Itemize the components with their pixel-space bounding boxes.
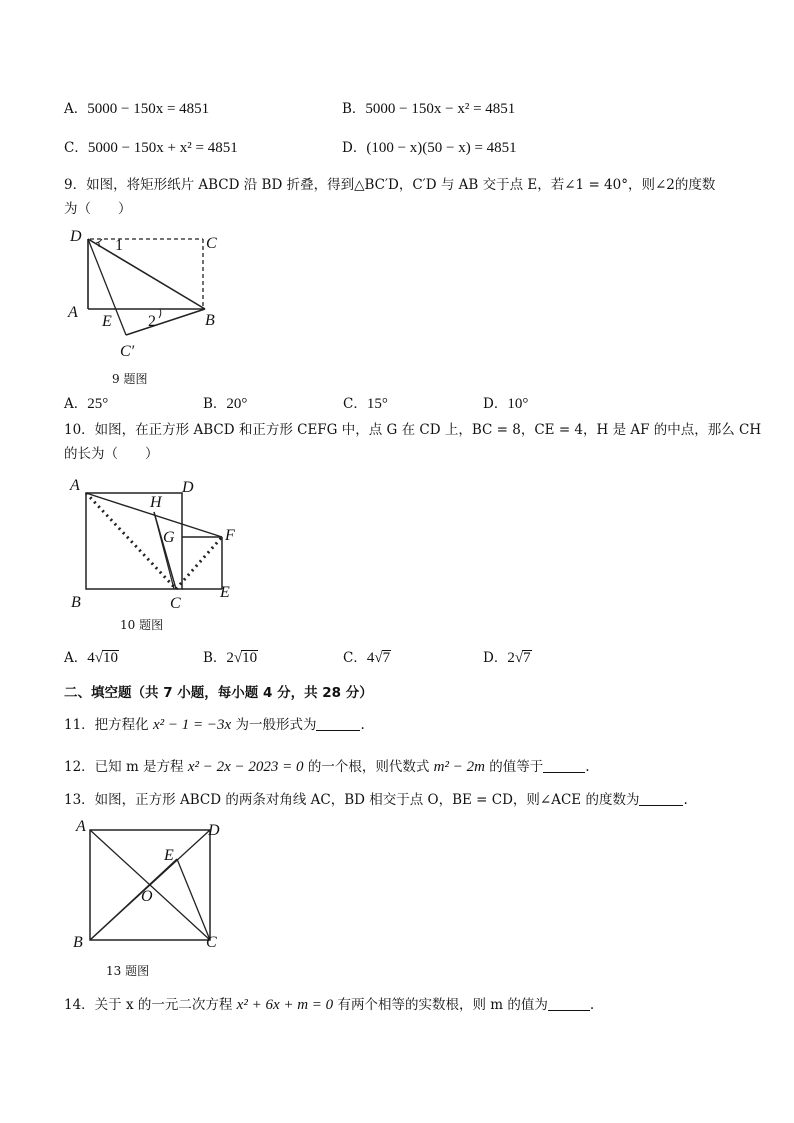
label-b: B xyxy=(73,934,83,951)
coefficient: 4 xyxy=(366,650,375,666)
label-c: C xyxy=(206,934,217,951)
q8-option-d xyxy=(342,139,517,157)
option-label: A． xyxy=(64,650,88,666)
label-h: H xyxy=(150,494,162,511)
radicand: 10 xyxy=(242,650,258,666)
q10-option-b: B．2√10 xyxy=(203,650,258,666)
q14 xyxy=(64,996,594,1014)
q9-option-d xyxy=(483,395,528,413)
q8-option-c xyxy=(64,139,238,157)
label-c-prime: C′ xyxy=(120,343,135,360)
q8-option-a xyxy=(64,100,209,118)
label-e: E xyxy=(164,847,174,864)
label-d: D xyxy=(182,479,194,496)
section-title: 二、填空题（共 7 小题，每小题 4 分，共 28 分） xyxy=(64,685,373,701)
option-label: C． xyxy=(64,140,88,156)
q11 xyxy=(64,716,365,734)
q12-end: . xyxy=(585,759,590,775)
option-expression: (100 − x)(50 − x) = 4851 xyxy=(366,140,517,156)
coefficient: 2 xyxy=(226,650,234,666)
label-angle-2: 2 xyxy=(148,313,156,330)
label-b: B xyxy=(205,312,215,329)
label-g: G xyxy=(163,529,175,546)
q13-answer-blank[interactable] xyxy=(639,792,683,806)
q8-option-b xyxy=(342,100,515,118)
option-label: B． xyxy=(342,101,366,117)
q11-end: . xyxy=(360,717,365,733)
option-label: C． xyxy=(343,650,367,666)
option-label: C． xyxy=(343,396,367,412)
option-value: 10° xyxy=(507,396,529,412)
q13-text: 13．如图，正方形 ABCD 的两条对角线 AC，BD 相交于点 O，BE = CD，则∠ACE 的度数为 xyxy=(64,792,640,808)
q10-stem-line2: 的长为（ ） xyxy=(64,446,159,462)
q13-figure xyxy=(60,816,240,956)
q13-caption: 13 题图 xyxy=(106,964,150,978)
q10-option-a: A．4√10 xyxy=(64,650,118,666)
option-label: A． xyxy=(64,101,88,117)
q14-suffix: 有两个相等的实数根，则 m 的值为 xyxy=(333,997,548,1013)
q10-option-d: D．2√7 xyxy=(483,650,531,666)
label-f: F xyxy=(225,527,235,544)
label-d: D xyxy=(70,228,82,245)
q12-middle: 的一个根，则代数式 xyxy=(303,759,434,775)
q14-answer-blank[interactable] xyxy=(548,997,590,1011)
label-d: D xyxy=(208,822,220,839)
option-label: A． xyxy=(64,396,88,412)
radicand: 7 xyxy=(523,650,531,666)
coefficient: 2 xyxy=(507,650,515,666)
option-label: D． xyxy=(342,140,367,156)
coefficient: 4 xyxy=(87,650,95,666)
q13-end: . xyxy=(683,792,688,808)
q14-end: . xyxy=(589,997,595,1013)
label-a: A xyxy=(68,304,78,321)
option-expression: 5000 − 150x + x² = 4851 xyxy=(87,140,238,156)
label-angle-1: 1 xyxy=(115,237,123,254)
q9-figure xyxy=(60,222,240,362)
q12-expression: m² − 2m xyxy=(433,759,485,775)
radicand: 10 xyxy=(102,650,118,666)
label-a: A xyxy=(76,818,86,835)
q12-prefix: 12．已知 m 是方程 xyxy=(64,759,188,775)
q10-option-c: C．4√7 xyxy=(343,650,391,666)
option-label: B． xyxy=(203,396,227,412)
label-a: A xyxy=(70,477,80,494)
q9-stem-line2: 为（ ） xyxy=(64,201,132,217)
q10-caption: 10 题图 xyxy=(120,618,164,632)
q11-answer-blank[interactable] xyxy=(316,717,360,731)
option-expression: 5000 − 150x = 4851 xyxy=(87,101,210,117)
q11-prefix: 11．把方程化 xyxy=(64,717,153,733)
q9-option-b xyxy=(203,395,247,413)
label-e: E xyxy=(220,584,230,601)
option-value: 15° xyxy=(366,396,388,412)
q11-equation: x² − 1 = −3x xyxy=(152,717,232,733)
option-expression: 5000 − 150x − x² = 4851 xyxy=(365,101,516,117)
q9-option-c xyxy=(343,395,388,413)
option-label: B． xyxy=(203,650,227,666)
option-value: 25° xyxy=(87,396,109,412)
label-c: C xyxy=(206,235,217,252)
q9-caption: 9 题图 xyxy=(112,372,148,386)
q12 xyxy=(64,758,590,776)
label-o: O xyxy=(141,888,153,905)
q9-stem-line1: 9．如图，将矩形纸片 ABCD 沿 BD 折叠，得到△BC′D，C′D 与 AB 交于点 E，若∠1 = 40°，则∠2的度数 xyxy=(64,177,716,193)
q10-figure xyxy=(62,472,252,612)
q12-equation: x² − 2x − 2023 = 0 xyxy=(187,759,304,775)
option-value: 20° xyxy=(226,396,248,412)
label-e: E xyxy=(102,313,112,330)
radicand: 7 xyxy=(382,650,391,666)
q10-stem-line1: 10．如图，在正方形 ABCD 和正方形 CEFG 中，点 G 在 CD 上，BC = 8，CE = 4，H 是 AF 的中点，那么 CH xyxy=(64,422,762,438)
q13 xyxy=(64,791,688,809)
label-c: C xyxy=(170,595,181,612)
q9-option-a xyxy=(64,395,108,413)
option-label: D． xyxy=(483,396,508,412)
q14-prefix: 14．关于 x 的一元二次方程 xyxy=(64,997,237,1013)
q12-suffix: 的值等于 xyxy=(484,759,544,775)
label-b: B xyxy=(71,594,81,611)
q14-equation: x² + 6x + m = 0 xyxy=(236,997,334,1013)
q12-answer-blank[interactable] xyxy=(543,759,585,773)
q11-suffix: 为一般形式为 xyxy=(231,717,317,733)
option-label: D． xyxy=(483,650,508,666)
